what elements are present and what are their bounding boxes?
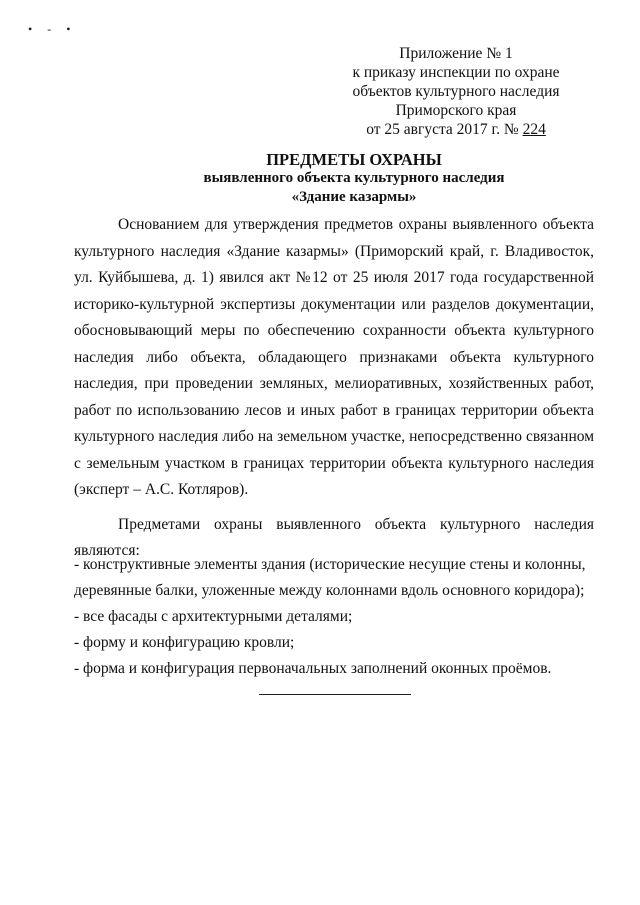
document-body: [74, 212, 594, 565]
end-divider: [259, 694, 411, 695]
list-item: - все фасады с архитектурными деталями;: [74, 608, 353, 625]
protection-subjects-list: [74, 552, 604, 682]
appendix-line-4: Приморского края: [395, 102, 517, 119]
appendix-line-3: объектов культурного наследия: [352, 83, 560, 100]
order-number: 224: [522, 121, 546, 138]
appendix-line-2: к приказу инспекции по охране: [352, 64, 560, 81]
paragraph-basis: Основанием для утверждения предметов охраны выявленного объекта культурного наследия «Здание казармы» (Приморский край, г. Владивосток, ул. Куйбышева, д. 1) явился акт №12 от 25 июля 2017 года государственной историко-культурной экспертизы документации или разделов документации, обосновывающий меры по обеспечению сохранности объекта культурного наследия либо объекта, обладающего признаками объекта культурного наследия, при проведении земляных, мелиоративных, хозяйственных работ, работ по использованию лесов и иных работ в границах территории объекта культурного наследия либо на земельном участке, непосредственно связанном с земельным участком в границах территории объекта культурного наследия (эксперт – А.С. Котляров).: [74, 216, 594, 498]
title-object-name: «Здание казармы»: [291, 189, 417, 205]
list-item: деревянные балки, уложенные между колоннами вдоль основного коридора);: [74, 582, 585, 599]
appendix-line-1: Приложение № 1: [399, 45, 513, 62]
paragraph-subjects-intro: Предметами охраны выявленного объекта культурного наследия являются:: [74, 515, 594, 559]
appendix-date-line: [350, 120, 562, 139]
title-subtitle: выявленного объекта культурного наследия: [203, 170, 505, 186]
list-item: - форму и конфигурацию кровли;: [74, 634, 295, 651]
list-item: - форма и конфигурация первоначальных заполнений оконных проёмов.: [74, 660, 552, 677]
appendix-date-prefix: от 25 августа 2017 г. №: [366, 121, 523, 138]
title-main: ПРЕДМЕТЫ ОХРАНЫ: [266, 150, 442, 169]
list-item: - конструктивные элементы здания (исторические несущие стены и колонны,: [74, 556, 586, 573]
scan-marks: • - •: [28, 22, 77, 36]
document-title: [0, 150, 640, 207]
appendix-header: [350, 44, 562, 139]
